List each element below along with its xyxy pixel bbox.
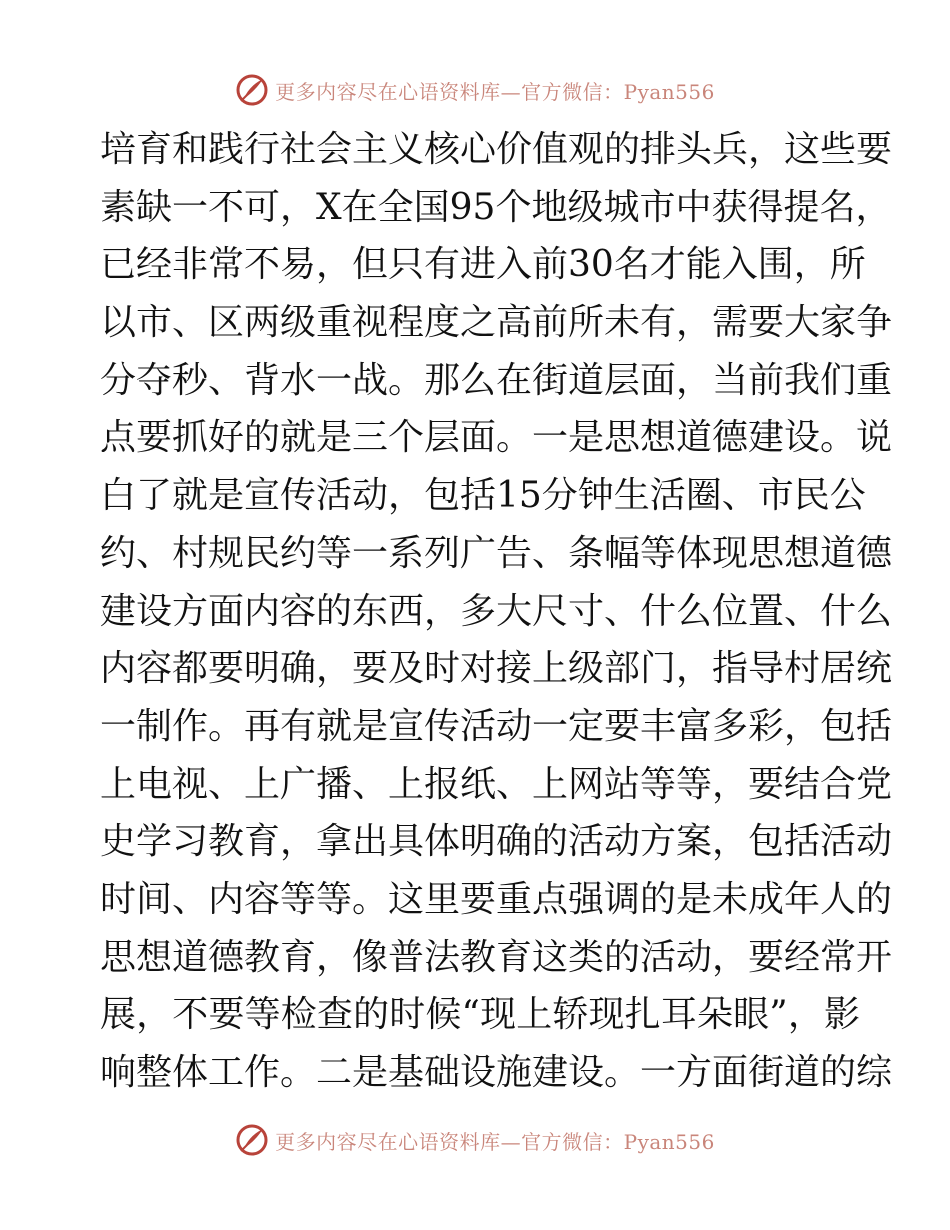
text-line: 史学习教育，拿出具体明确的活动方案，包括活动	[100, 821, 893, 863]
text-line: 点要抓好的就是三个层面。一是思想道德建设。说	[100, 417, 893, 459]
footer-watermark	[0, 1120, 950, 1160]
text-line: 内容都要明确，要及时对接上级部门，指导村居统	[100, 648, 893, 690]
feather-circle-logo-icon	[235, 1123, 269, 1157]
text-line: 建设方面内容的东西，多大尺寸、什么位置、什么	[100, 590, 893, 632]
text-line: 时间、内容等等。这里要重点强调的是未成年人的	[100, 878, 893, 920]
footer-watermark-text: 更多内容尽在心语资料库—官方微信：Pyan556	[275, 1129, 715, 1154]
text-line: 展，不要等检查的时候“现上轿现扎耳朵眼”，影	[100, 994, 860, 1036]
header-watermark-text: 更多内容尽在心语资料库—官方微信：Pyan556	[275, 79, 715, 104]
document-body	[100, 121, 893, 1102]
text-line: 上电视、上广播、上报纸、上网站等等，要结合党	[100, 763, 893, 805]
text-line: 白了就是宣传活动，包括15分钟生活圈、市民公	[100, 475, 866, 517]
text-line: 分夺秒、背水一战。那么在街道层面，当前我们重	[100, 359, 893, 401]
text-line: 一制作。再有就是宣传活动一定要丰富多彩，包括	[100, 705, 893, 747]
text-line: 素缺一不可，X在全国95个地级城市中获得提名，	[100, 186, 892, 228]
text-line: 约、村规民约等一系列广告、条幅等体现思想道德	[100, 532, 893, 574]
text-line: 以市、区两级重视程度之高前所未有，需要大家争	[100, 302, 893, 344]
text-line: 已经非常不易，但只有进入前30名才能入围，所	[100, 244, 866, 286]
text-line: 思想道德教育，像普法教育这类的活动，要经常开	[100, 936, 893, 978]
feather-circle-logo-icon	[235, 73, 269, 107]
text-line: 响整体工作。二是基础设施建设。一方面街道的综	[100, 1052, 893, 1093]
header-watermark	[0, 70, 950, 110]
text-line: 培育和践行社会主义核心价值观的排头兵，这些要	[100, 129, 893, 170]
